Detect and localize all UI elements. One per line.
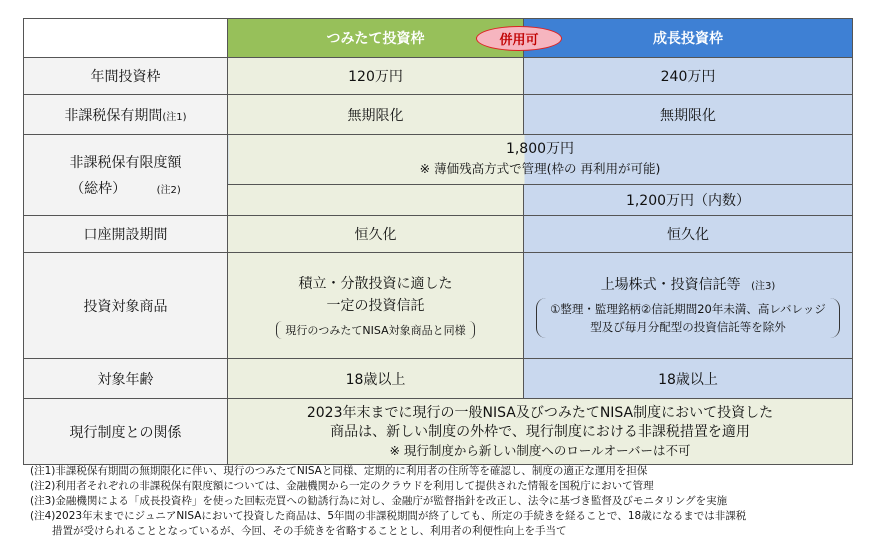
cell-products-tsumitate (228, 252, 524, 359)
cell-limit-seicho-sub: 1,200万円（内数） (524, 185, 853, 216)
products-tsumitate-line2: 一定の投資信託 (326, 297, 425, 314)
row-limit (24, 134, 853, 184)
header-seicho: 成長投資枠 (524, 19, 853, 58)
cell-relation (228, 399, 853, 465)
row-annual (24, 57, 853, 95)
limit-total-value: 1,800万円 (505, 141, 575, 158)
limit-total-note: ※ 薄価残高方式で管理(枠の 再利用が可能) (419, 161, 661, 177)
row-label-products: 投資対象商品 (24, 252, 228, 359)
row-label-period (24, 95, 228, 135)
products-seicho-note: (注3) (751, 280, 776, 292)
header-tsumitate: つみたて投資枠 (228, 19, 524, 58)
footnotes (30, 464, 860, 539)
footnote-4: (注4)2023年末までにジュニアNISAにおいて投資した商品は、5年間の非課税期間が終了しても、所定の手続きを経ることで、18歳になるまでは非課税 (30, 510, 747, 522)
row-period (24, 95, 853, 135)
cell-products-seicho (524, 252, 853, 359)
products-seicho-bracket-line2: 型及び毎月分配型の投資信託等を除外 (590, 319, 786, 334)
row-products (24, 252, 853, 359)
footnote-1: (注1)非課税保有期間の無期限化に伴い、現行のつみたてNISAと同様、定期的に利用者の住所等を確認し、制度の適正な運用を担保 (30, 465, 648, 477)
footnote-4-continued: 措置が受けられることとなっているが、今回、その手続きを省略することとし、利用者の利便性向上を手当て (52, 525, 567, 537)
products-tsumitate-line1: 積立・分散投資に適した (298, 275, 453, 292)
row-relation (24, 399, 853, 465)
relation-line1: 2023年末までに現行の一般NISA及びつみたてNISA制度において投資した (306, 405, 774, 422)
period-label-text: 非課税保有期間 (64, 107, 163, 124)
products-seicho-bracket (536, 298, 840, 338)
row-label-limit (24, 134, 228, 215)
nisa-comparison-table (23, 18, 853, 465)
row-label-account: 口座開設期間 (24, 216, 228, 253)
header-row (24, 19, 853, 58)
products-seicho-line1: 上場株式・投資信託等 (600, 276, 741, 293)
combined-use-badge: 併用可 (476, 26, 562, 51)
cell-age-seicho: 18歳以上 (524, 359, 853, 399)
cell-period-seicho: 無期限化 (524, 95, 853, 135)
footnote-3: (注3)金融機関による「成長投資枠」を使った回転売買への勧誘行為に対し、金融庁が監督指針を改正し、法令に基づき監督及びモニタリングを実施 (30, 495, 728, 507)
row-label-age: 対象年齢 (24, 359, 228, 399)
cell-limit-tsumitate-empty (228, 185, 524, 216)
relation-line3: ※ 現行制度から新しい制度へのロールオーバーは不可 (389, 443, 691, 459)
products-tsumitate-bracket: 現行のつみたてNISA対象商品と同様 (276, 321, 474, 339)
row-label-relation: 現行制度との関係 (24, 399, 228, 465)
cell-annual-tsumitate: 120万円 (228, 57, 524, 95)
cell-age-tsumitate: 18歳以上 (228, 359, 524, 399)
cell-account-seicho: 恒久化 (524, 216, 853, 253)
relation-line2: 商品は、新しい制度の外枠で、現行制度における非課税措置を適用 (330, 424, 750, 441)
footnote-2: (注2)利用者それぞれの非課税保有限度額については、金融機関から一定のクラウドを利用して提供された情報を国税庁において管理 (30, 480, 654, 492)
cell-period-tsumitate: 無期限化 (228, 95, 524, 135)
header-blank-cell (24, 19, 228, 58)
row-age (24, 359, 853, 399)
limit-label-sub: （総枠） (70, 181, 127, 198)
cell-limit-total (228, 134, 853, 184)
period-note: (注1) (162, 111, 187, 123)
row-label-annual: 年間投資枠 (24, 57, 228, 95)
row-account (24, 216, 853, 253)
limit-label-text: 非課税保有限度額 (69, 155, 182, 172)
cell-account-tsumitate: 恒久化 (228, 216, 524, 253)
products-seicho-bracket-line1: ①整理・監理銘柄②信託期間20年未満、高レバレッジ (550, 301, 826, 316)
cell-annual-seicho: 240万円 (524, 57, 853, 95)
limit-note: (注2) (156, 185, 181, 197)
